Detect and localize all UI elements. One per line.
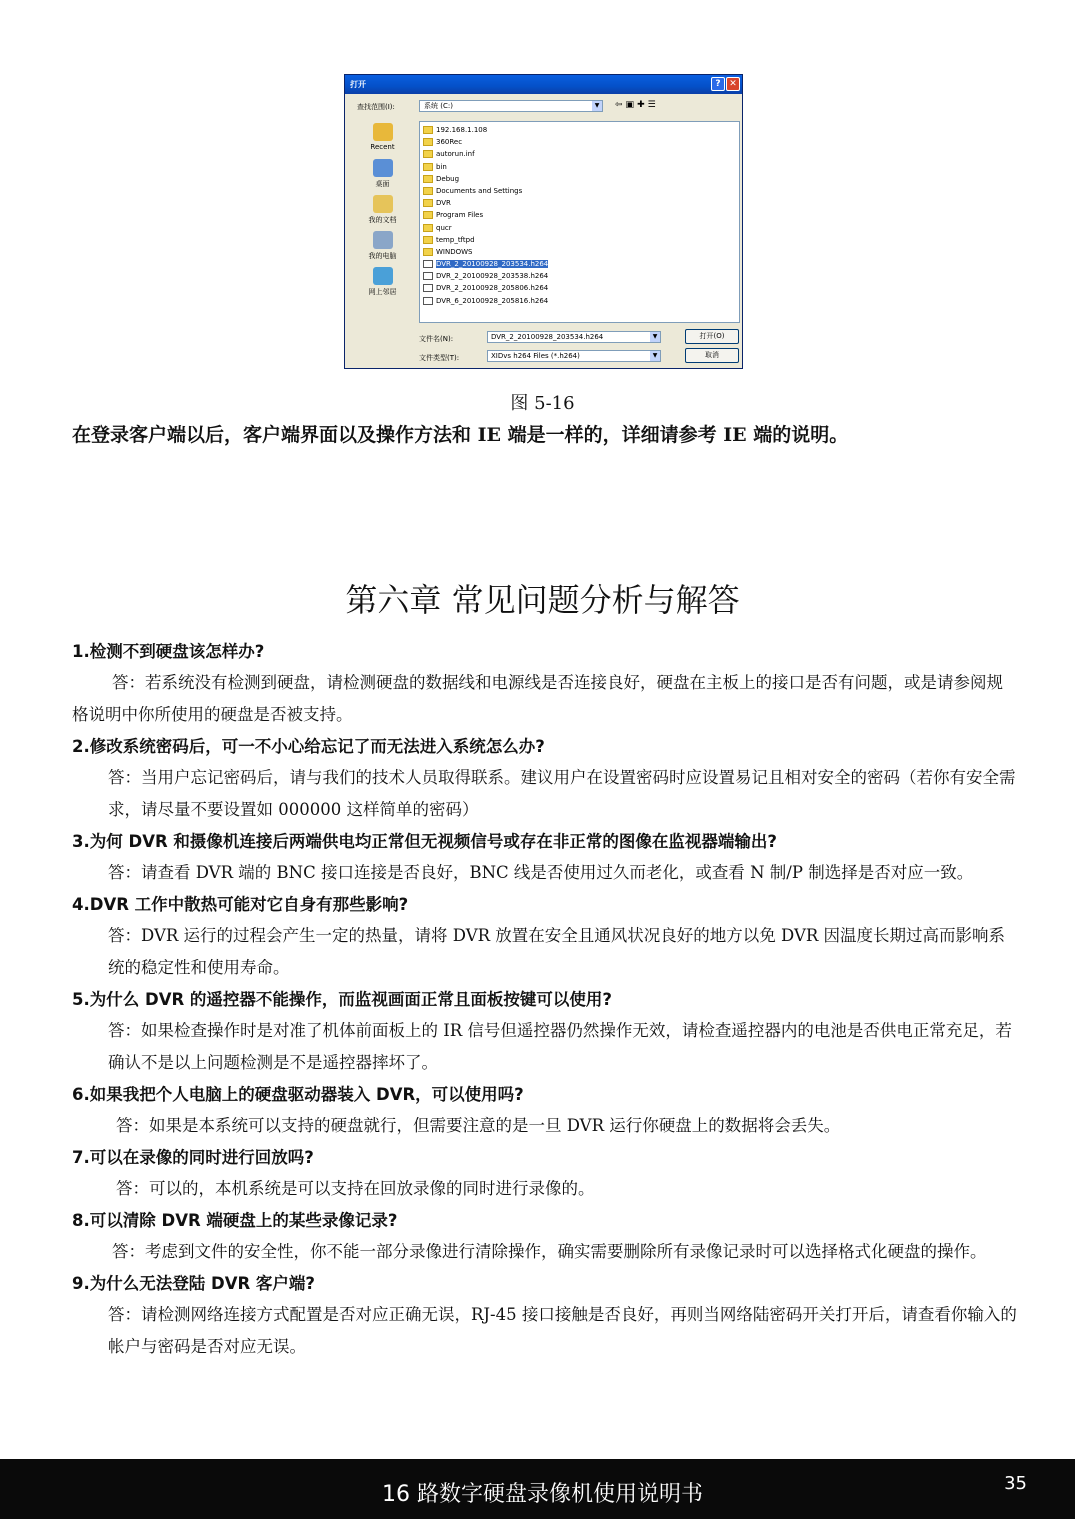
file-icon (423, 284, 433, 292)
list-item[interactable]: DVR (423, 197, 736, 209)
folder-icon (423, 224, 433, 232)
folder-icon (423, 163, 433, 171)
place-my-computer[interactable]: 我的电脑 (355, 231, 410, 267)
folder-icon (423, 138, 433, 146)
look-in-label: 查找范围(I): (357, 103, 395, 111)
list-item-selected[interactable]: DVR_2_20100928_203534.h264 (423, 258, 736, 270)
cancel-button[interactable]: 取消 (685, 348, 739, 363)
file-list (419, 121, 740, 323)
folder-icon (423, 236, 433, 244)
client-note: 在登录客户端以后，客户端界面以及操作方法和 IE 端是一样的，详细请参考 IE 端的说明。 (72, 424, 849, 446)
chevron-down-icon: ▼ (650, 332, 660, 342)
faq-question: 3.为何 DVR 和摄像机连接后两端供电均正常但无视频信号或存在非正常的图像在监视器端输出? (72, 832, 777, 851)
file-icon (423, 260, 433, 268)
list-item[interactable]: 360Rec (423, 136, 736, 148)
view-menu-icon[interactable]: ☰ (647, 100, 659, 110)
list-item[interactable]: DVR_2_20100928_203538.h264 (423, 270, 736, 282)
list-item[interactable]: DVR_6_20100928_205816.h264 (423, 295, 736, 307)
faq-list (72, 636, 1017, 1363)
folder-icon (423, 175, 433, 183)
folder-icon (423, 187, 433, 195)
place-network[interactable]: 网上邻居 (355, 267, 410, 303)
dialog-toolbar (615, 100, 659, 110)
folder-icon (423, 126, 433, 134)
place-recent[interactable]: Recent (355, 123, 410, 159)
faq-question: 6.如果我把个人电脑上的硬盘驱动器装入 DVR，可以使用吗? (72, 1085, 524, 1104)
folder-icon (423, 211, 433, 219)
dialog-title-bar (345, 75, 742, 94)
list-item[interactable]: bin (423, 161, 736, 173)
faq-answer: 答：请查看 DVR 端的 BNC 接口连接是否良好，BNC 线是否使用过久而老化，或查看 N 制/P 制选择是否对应一致。 (108, 863, 974, 882)
up-folder-icon[interactable]: ▣ (625, 100, 638, 110)
filetype-select[interactable]: XIDvs h264 Files (*.h264) ▼ (487, 350, 661, 362)
list-item[interactable]: autorun.inf (423, 148, 736, 160)
back-icon[interactable]: ⇦ (615, 100, 626, 110)
open-button[interactable]: 打开(O) (685, 329, 739, 344)
faq-question: 8.可以清除 DVR 端硬盘上的某些录像记录? (72, 1211, 398, 1230)
close-button[interactable]: ✕ (726, 77, 740, 91)
list-item[interactable]: Documents and Settings (423, 185, 736, 197)
faq-question: 9.为什么无法登陆 DVR 客户端? (72, 1274, 315, 1293)
faq-answer: 答：如果是本系统可以支持的硬盘就行，但需要注意的是一旦 DVR 运行你硬盘上的数据将会丢失。 (116, 1116, 841, 1135)
list-item[interactable]: temp_tftpd (423, 234, 736, 246)
faq-question: 1.检测不到硬盘该怎样办? (72, 642, 265, 661)
list-item[interactable]: Debug (423, 173, 736, 185)
faq-question: 2.修改系统密码后，可一不小心给忘记了而无法进入系统怎么办? (72, 737, 545, 756)
look-in-value: 系统 (C:) (424, 102, 453, 110)
folder-icon (423, 150, 433, 158)
faq-answer: 答：可以的，本机系统是可以支持在回放录像的同时进行录像的。 (116, 1179, 595, 1198)
desktop-icon (373, 159, 393, 177)
chapter-title: 第六章 常见问题分析与解答 (345, 581, 740, 619)
folder-icon (423, 248, 433, 256)
list-item[interactable]: DVR_2_20100928_205806.h264 (423, 282, 736, 294)
list-item[interactable]: 192.168.1.108 (423, 124, 736, 136)
faq-answer: 答：请检测网络连接方式配置是否对应正确无误，RJ-45 接口接触是否良好，再则当网络陆密码开关打开后，请查看你输入的帐户与密码是否对应无误。 (108, 1305, 1017, 1356)
network-places-icon (373, 267, 393, 285)
my-documents-icon (373, 195, 393, 213)
faq-question: 7.可以在录像的同时进行回放吗? (72, 1148, 314, 1167)
open-file-dialog-figure (344, 74, 743, 369)
faq-answer: 答：当用户忘记密码后，请与我们的技术人员取得联系。建议用户在设置密码时应设置易记且相对安全的密码（若你有安全需求，请尽量不要设置如 000000 这样简单的密码） (108, 768, 1016, 819)
faq-question: 4.DVR 工作中散热可能对它自身有那些影响? (72, 895, 409, 914)
figure-caption: 图 5-16 (510, 393, 575, 414)
help-button[interactable]: ? (711, 77, 725, 91)
my-computer-icon (373, 231, 393, 249)
place-desktop[interactable]: 桌面 (355, 159, 410, 195)
manual-title: 16 路数字硬盘录像机使用说明书 (382, 1482, 703, 1507)
file-icon (423, 272, 433, 280)
look-in-dropdown[interactable] (419, 100, 603, 112)
folder-icon (423, 199, 433, 207)
dialog-title: 打开 (350, 80, 366, 89)
new-folder-icon[interactable]: ✚ (637, 100, 648, 110)
faq-answer: 答：DVR 运行的过程会产生一定的热量，请将 DVR 放置在安全且通风状况良好的地方以免 DVR 因温度长期过高而影响系统的稳定性和使用寿命。 (108, 926, 1006, 977)
faq-answer: 答：考虑到文件的安全性，你不能一部分录像进行清除操作，确实需要删除所有录像记录时可以选择格式化硬盘的操作。 (112, 1242, 987, 1261)
faq-question: 5.为什么 DVR 的遥控器不能操作，而监视画面正常且面板按键可以使用? (72, 990, 612, 1009)
chevron-down-icon: ▼ (592, 101, 602, 111)
place-my-documents[interactable]: 我的文档 (355, 195, 410, 231)
filename-label: 文件名(N): (419, 335, 454, 343)
list-item[interactable]: Program Files (423, 209, 736, 221)
page-footer (0, 1459, 1075, 1519)
chevron-down-icon: ▼ (650, 351, 660, 361)
list-item[interactable]: qucr (423, 222, 736, 234)
filetype-label: 文件类型(T): (419, 354, 460, 362)
file-icon (423, 297, 433, 305)
places-bar (355, 123, 410, 303)
faq-answer: 答：若系统没有检测到硬盘，请检测硬盘的数据线和电源线是否连接良好，硬盘在主板上的接口是否有问题，或是请参阅规格说明中你所使用的硬盘是否被支持。 (72, 673, 1003, 724)
list-item[interactable]: WINDOWS (423, 246, 736, 258)
faq-answer: 答：如果检查操作时是对准了机体前面板上的 IR 信号但遥控器仍然操作无效，请检查遥控器内的电池是否供电正常充足，若确认不是以上问题检测是不是遥控器摔坏了。 (108, 1021, 1012, 1072)
filename-input[interactable]: DVR_2_20100928_203534.h264 ▼ (487, 331, 661, 343)
recent-folder-icon (373, 123, 393, 141)
page-number: 35 (1004, 1473, 1027, 1494)
